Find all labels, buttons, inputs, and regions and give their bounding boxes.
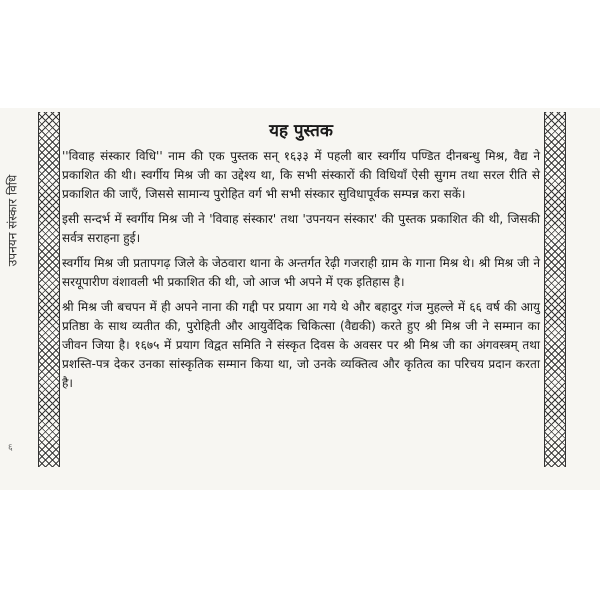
paragraph-3: स्वर्गीय मिश्र जी प्रतापगढ़ जिले के जेठवारा थाना के अन्तर्गत रेढ़ी गजराही ग्राम के गाना मिश्र थे। श्री मिश्र जी ने सरयूपारीण वंशावली भी प्रकाशित की थी, जो आज भी अपने में एक इतिहास है। <box>62 256 540 289</box>
running-header-label: उपनयन संस्कार विधि <box>5 174 20 266</box>
running-header <box>2 150 22 290</box>
right-decorative-border <box>544 112 566 467</box>
paragraph-4: श्री मिश्र जी बचपन में ही अपने नाना की गद्दी पर प्रयाग आ गये थे और बहादुर गंज मुहल्ले में ६६ वर्ष की आयु प्रतिष्ठा के साथ व्यतीत की, पुरोहिती और आयुर्वेदिक चिकित्सा (वैद्यकी) करते हुए श्री मिश्र जी ने सम्मान का जीवन जिया है। १६७५ में प्रयाग विद्वत समिति ने संस्कृत दिवस के अवसर पर श्री मिश्र जी का अंगवस्त्रम् तथा प्रशस्ति-पत्र देकर उनका सांस्कृतिक सम्मान किया था, जो उनके व्यक्तित्व और कृतित्व का परिचय प्रदान करता है। <box>62 300 540 390</box>
paragraph-2: इसी सन्दर्भ में स्वर्गीय मिश्र जी ने 'विवाह संस्कार' तथा 'उपनयन संस्कार' की पुस्तक प्रकाशित की थी, जिसकी सर्वत्र सराहना हुई। <box>62 212 540 245</box>
paragraph-1: ''विवाह संस्कार विधि'' नाम की एक पुस्तक सन् १६३३ में पहली बार स्वर्गीय पण्डित दीनबन्धु मिश्र, वैद्य ने प्रकाशित की थी। स्वर्गीय मिश्र जी का उद्देश्य था, कि सभी संस्कारों की विधियाँ ऐसी सुगम तथा सरल रीति से प्रकाशित की जाएँ, जिससे सामान्य पुरोहित वर्ग भी सभी संस्कार सुविधापूर्वक सम्पन्न करा सकें। <box>62 149 540 201</box>
page-number: ६ <box>8 443 13 453</box>
left-decorative-border <box>38 112 60 467</box>
page-content <box>62 118 540 399</box>
page-title: यह पुस्तक <box>269 121 333 141</box>
